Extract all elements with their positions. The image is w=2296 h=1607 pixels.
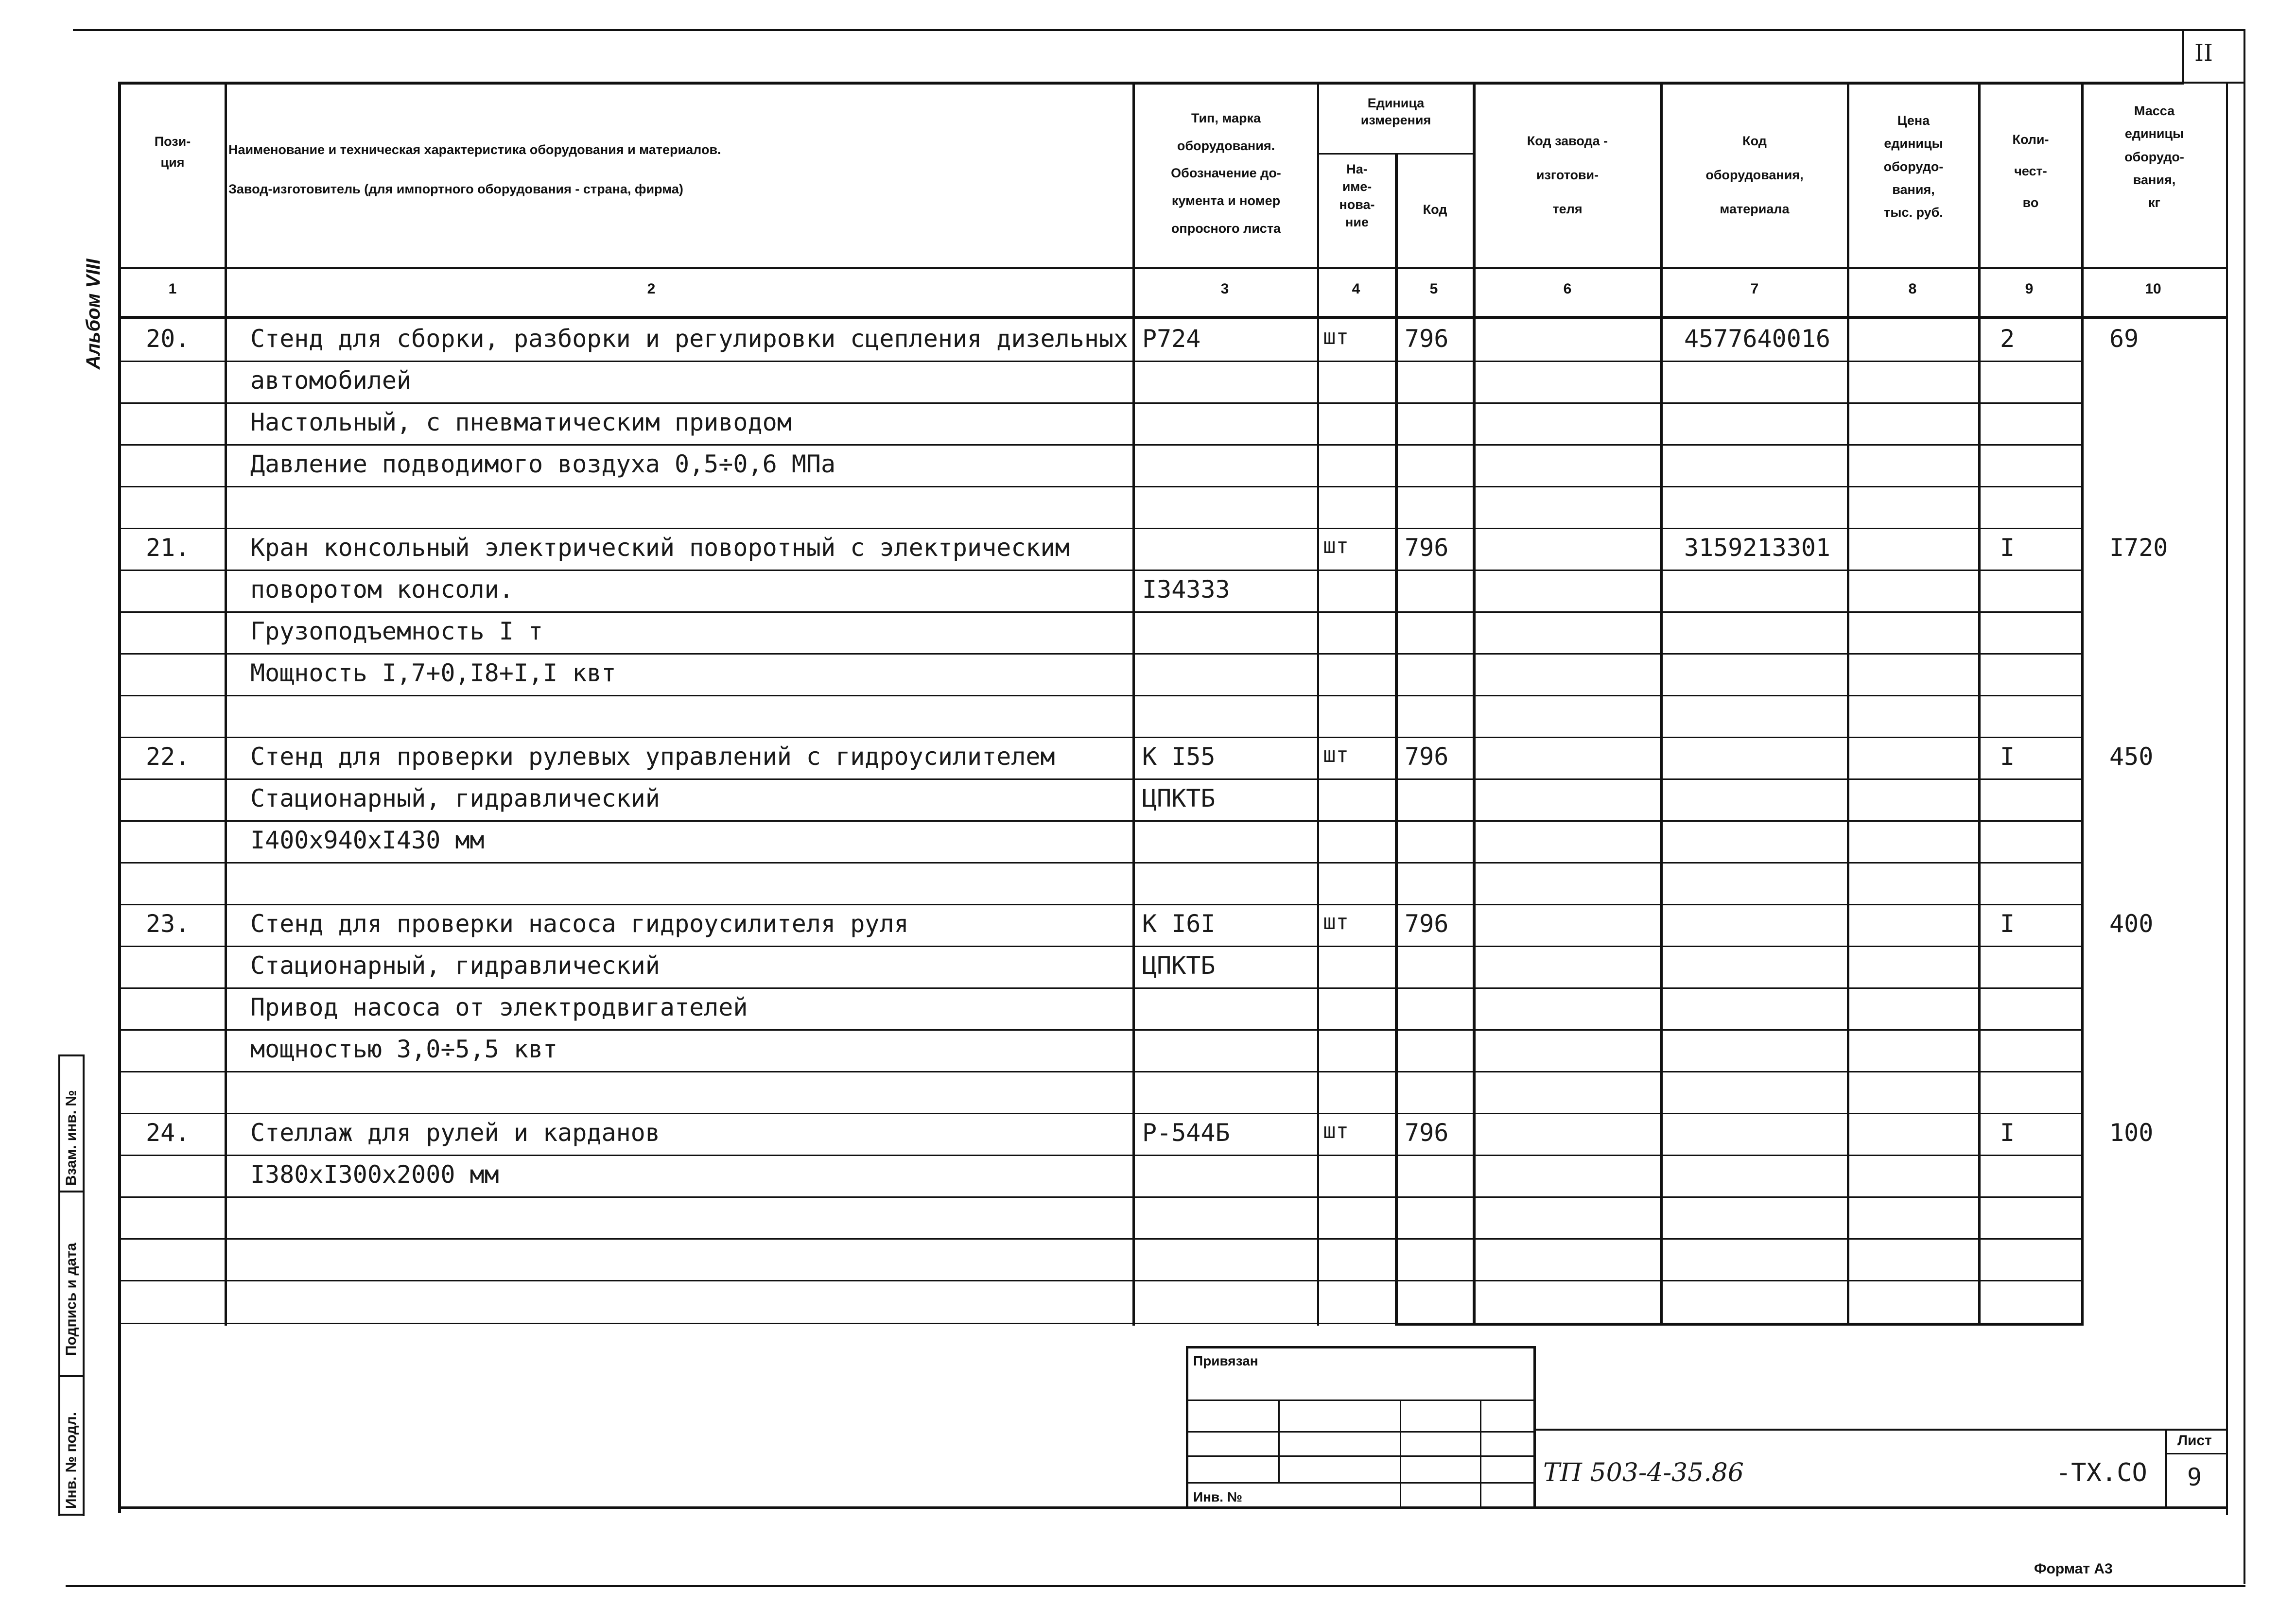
name-cell: I400x940xI430 мм [250,826,485,854]
quantity-cell: I [2000,1119,2015,1147]
row-rule [118,611,2082,613]
row-rule [118,695,2082,696]
name-cell: Кран консольный электрический поворотный с электрическим [250,534,1070,562]
mass-cell: 450 [2109,743,2154,771]
name-cell: Стационарный, гидравлический [250,784,660,812]
header-mass: Масса единицы оборудо- вания, кг [2124,104,2184,210]
header-position: Пози- ция [154,134,191,170]
row-rule [118,904,2082,905]
position-cell: 23. [146,910,190,938]
name-cell: Привод насоса от электродвигателей [250,993,748,1021]
header-quantity: Коли- чест- во [2012,132,2049,210]
row-rule [118,1280,2082,1281]
row-rule [118,946,2082,947]
column-number: 5 [1429,281,1438,297]
name-cell: Стенд для сборки, разборки и регулировки сцепления дизельных [250,325,1129,353]
mass-cell: 69 [2109,325,2139,353]
unit-code-cell: 796 [1405,534,1449,562]
quantity-cell: I [2000,534,2015,562]
name-cell: поворотом консоли. [250,575,514,604]
row-rule [118,1029,2082,1031]
row-rule [118,1155,2082,1156]
unit-code-cell: 796 [1405,325,1449,353]
row-rule [118,987,2082,989]
column-number: 6 [1563,281,1572,297]
side-label-signature-date: Подпись и дата [63,1243,79,1356]
header-unit-name: На- име- нова- ние [1339,162,1375,230]
unit-name-cell: шт [1323,325,1349,349]
unit-code-cell: 796 [1405,743,1449,771]
name-cell: Стенд для проверки рулевых управлений с гидроусилителем [250,743,1055,771]
column-number: 7 [1750,281,1759,297]
document-suffix: -ТХ.СО [2056,1458,2147,1487]
row-rule [118,737,2082,738]
row-rule [118,486,2082,487]
row-rule [118,444,2082,446]
type-cell: К I6I [1142,910,1216,938]
row-rule [118,1238,2082,1240]
header-factory-code: Код завода - изготови- теля [1527,134,1608,217]
column-number: 9 [2025,281,2034,297]
header-equipment-code: Код оборудования, материала [1705,134,1804,217]
name-cell: I380xI300x2000 мм [250,1160,499,1189]
mass-cell: 400 [2109,910,2154,938]
type-cell: ЦПКТБ [1142,951,1216,980]
row-rule [118,862,2082,864]
name-cell: Давление подводимого воздуха 0,5÷0,6 МПа [250,450,836,478]
name-cell: мощностью 3,0÷5,5 квт [250,1035,558,1063]
type-cell: К I55 [1142,743,1216,771]
type-cell: ЦПКТБ [1142,784,1216,812]
header-unit-group: Единица измерения [1360,96,1431,128]
sheet-label: Лист [2177,1433,2212,1449]
row-rule [118,820,2082,822]
row-rule [118,1196,2082,1198]
column-number: 10 [2145,281,2161,297]
name-cell: Настольный, с пневматическим приводом [250,408,792,436]
quantity-cell: I [2000,910,2015,938]
row-rule [118,402,2082,404]
type-cell: I34333 [1142,575,1230,604]
column-number: 2 [647,281,656,297]
sheet-corner-number: II [2194,39,2213,67]
position-cell: 21. [146,534,190,562]
quantity-cell: 2 [2000,325,2015,353]
row-rule [118,1071,2082,1072]
type-cell: Р-544Б [1142,1119,1230,1147]
type-cell: Р724 [1142,325,1201,353]
header-type: Тип, марка оборудования. Обозначение до- кумента и номер опросного листа [1171,111,1281,236]
equipment-code-cell: 3159213301 [1684,534,1831,562]
stamp-privyazan: Привязан [1193,1353,1258,1368]
name-cell: Грузоподъемность I т [250,617,543,645]
column-number: 1 [168,281,177,297]
row-rule [118,528,2082,529]
name-cell: Стационарный, гидравлический [250,951,660,980]
name-cell: Стеллаж для рулей и карданов [250,1119,660,1147]
position-cell: 20. [146,325,190,353]
mass-cell: 100 [2109,1119,2154,1147]
unit-name-cell: шт [1323,534,1349,558]
name-cell: Стенд для проверки насоса гидроусилителя руля [250,910,909,938]
position-cell: 22. [146,743,190,771]
unit-name-cell: шт [1323,1119,1349,1143]
unit-name-cell: шт [1323,743,1349,767]
equipment-code-cell: 4577640016 [1684,325,1831,353]
header-name: Наименование и техническая характеристика оборудования и материалов. Завод-изготовитель (для импортного оборудования - страна, фирма) [228,142,721,196]
row-rule [118,653,2082,655]
column-number: 3 [1220,281,1229,297]
album-label: Альбом VIII [83,259,104,369]
mass-cell: I720 [2109,534,2168,562]
name-cell: Мощность I,7+0,I8+I,I квт [250,659,616,687]
unit-code-cell: 796 [1405,1119,1449,1147]
header-unit-code: Код [1423,202,1447,217]
unit-name-cell: шт [1323,910,1349,934]
row-rule [118,778,2082,780]
column-number: 8 [1908,281,1917,297]
name-cell: автомобилей [250,366,412,395]
quantity-cell: I [2000,743,2015,771]
sheet-number: 9 [2187,1463,2202,1491]
row-rule [118,1113,2082,1114]
unit-code-cell: 796 [1405,910,1449,938]
column-number: 4 [1352,281,1360,297]
row-rule [118,361,2082,362]
document-code: ТП 503-4-35.86 [1543,1458,1744,1487]
side-label-replace-inv: Взам. инв. № [63,1090,79,1186]
header-price: Цена единицы оборудо- вания, тыс. руб. [1883,113,1944,220]
format-label: Формат А3 [2034,1561,2113,1577]
position-cell: 24. [146,1119,190,1147]
row-rule [118,570,2082,571]
stamp-inv-no: Инв. № [1193,1489,1243,1504]
side-label-inv-original: Инв. № подл. [63,1412,79,1509]
